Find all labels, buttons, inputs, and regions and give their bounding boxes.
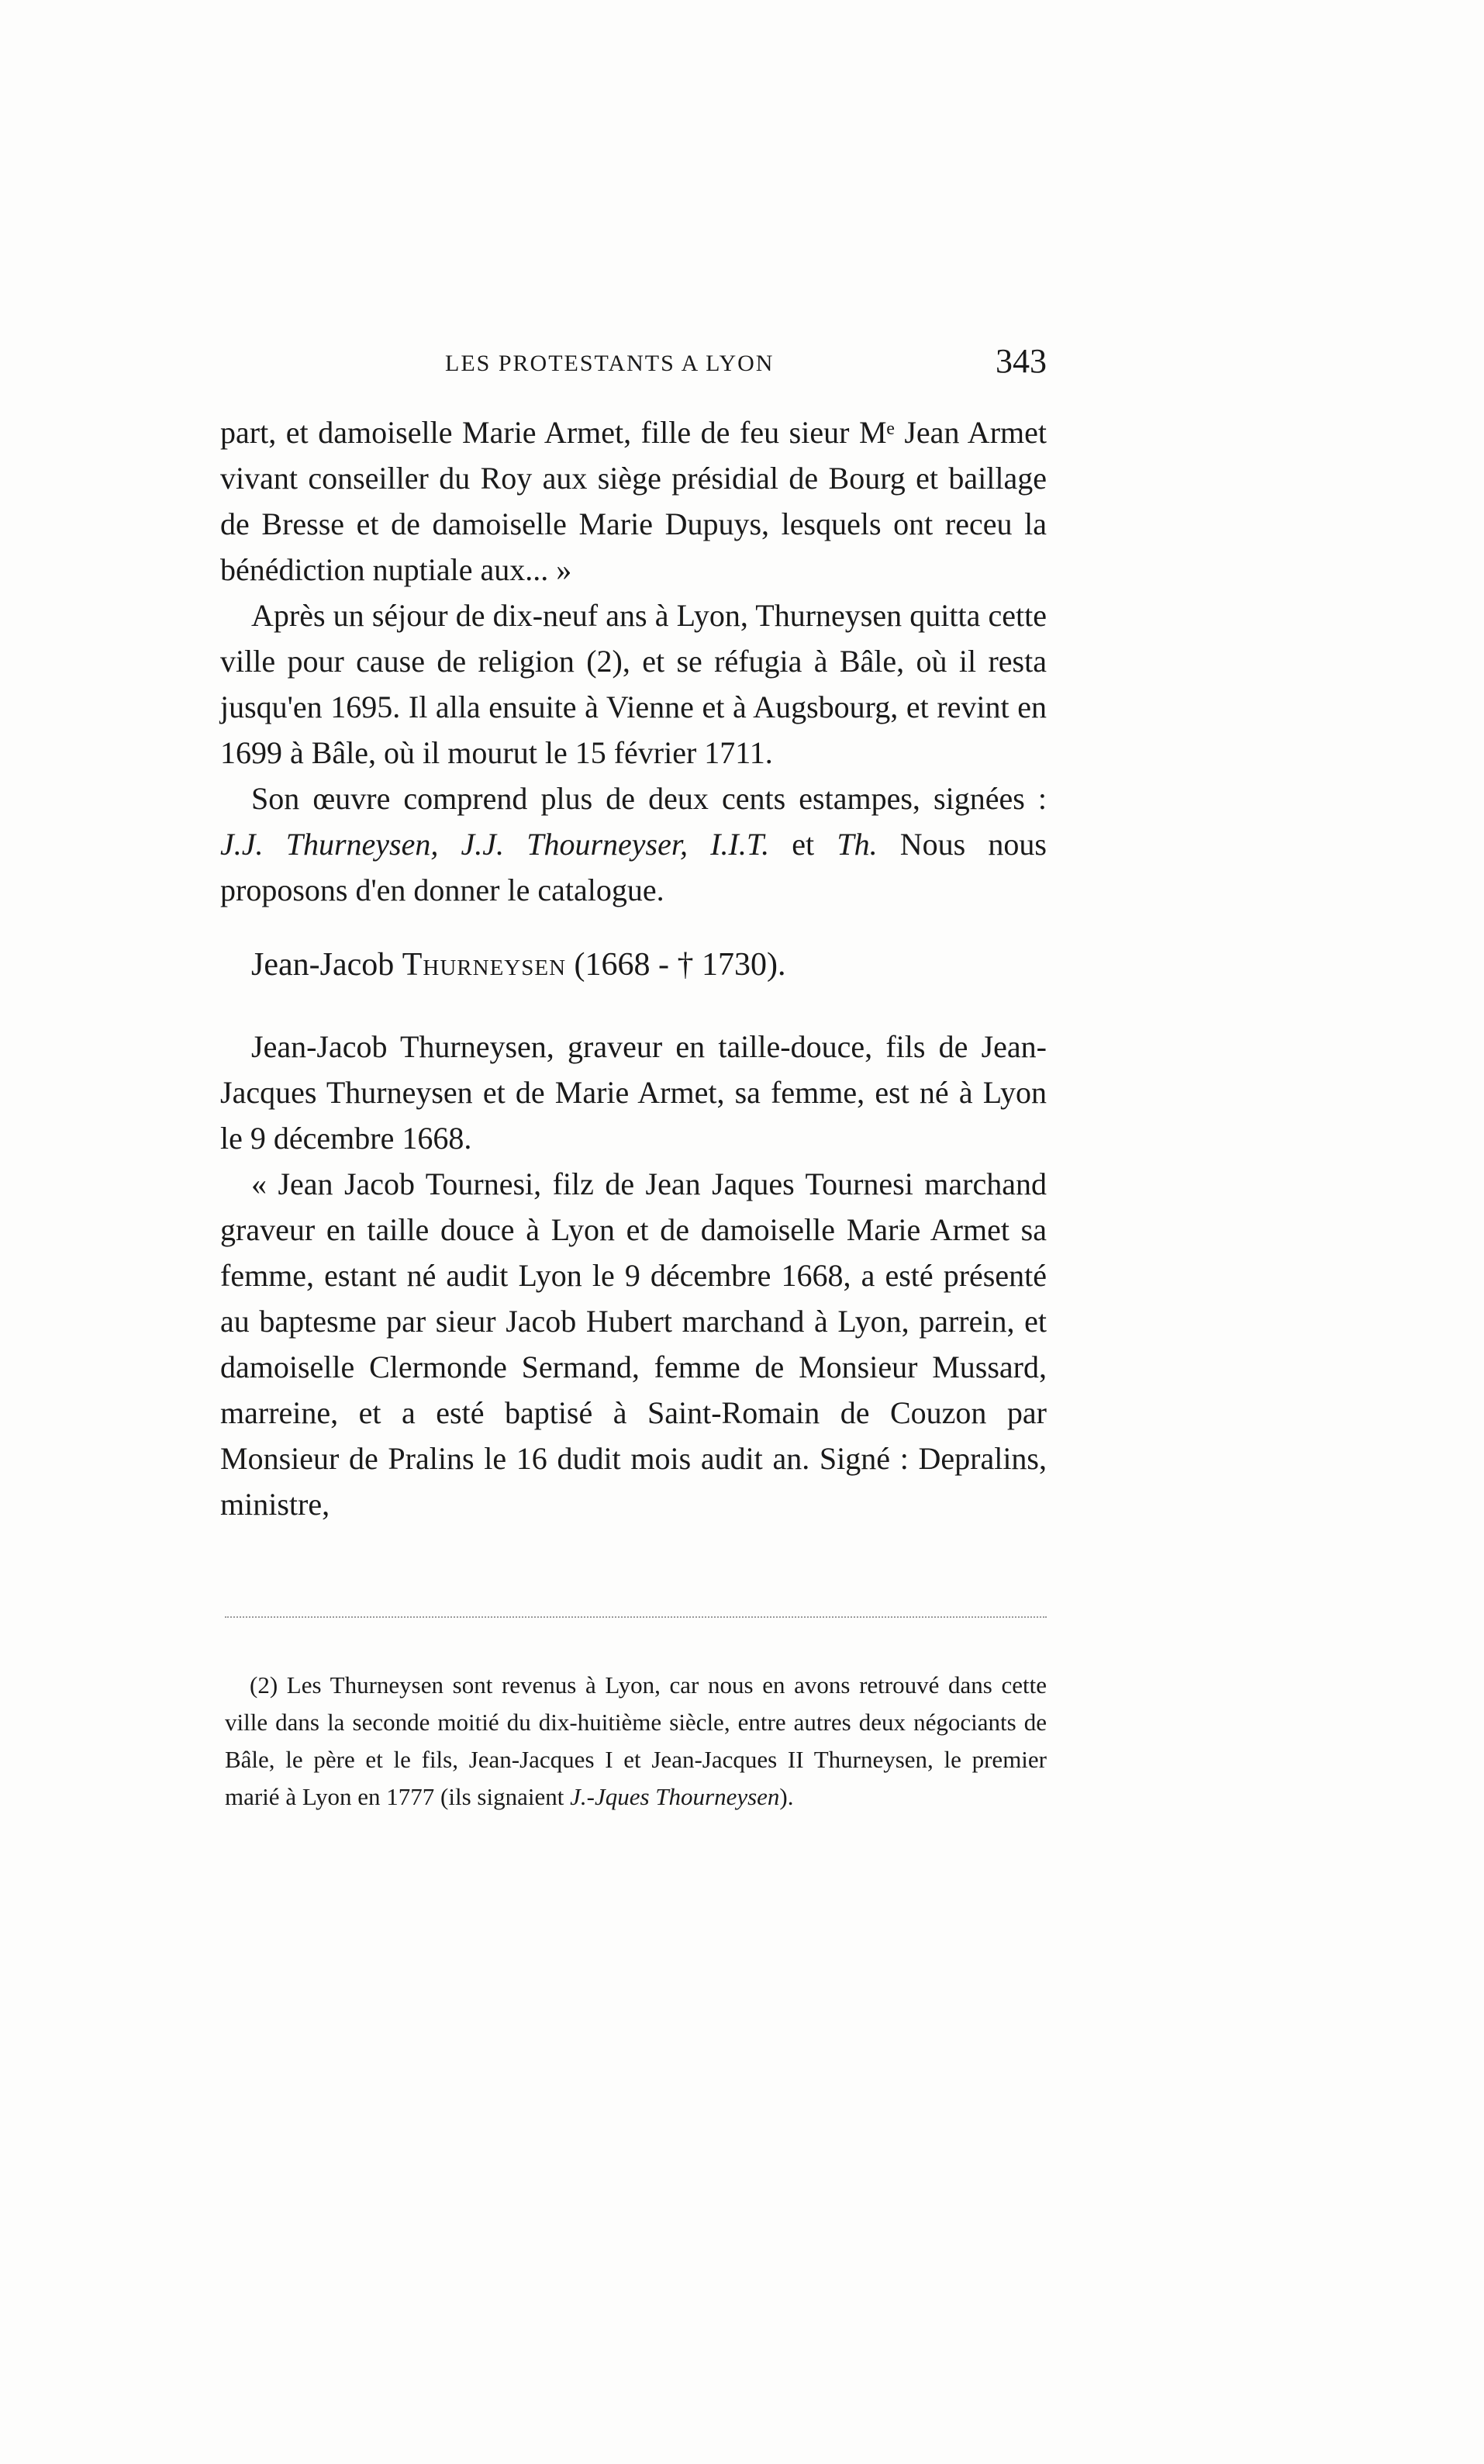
heading-dates: (1668 - † 1730).	[566, 947, 786, 983]
oeuvre-and: et	[769, 827, 837, 862]
body-text	[220, 410, 1047, 1527]
paragraph-marriage-record-end: part, et damoiselle Marie Armet, fille de feu sieur Mᵉ Jean Armet vivant conseiller du Roy aux siège présidial de Bourg et baillage de Bresse et de damoiselle Marie Dupuys, lesquels ont receu la bénédiction nuptiale aux... »	[220, 415, 1047, 587]
heading-first-name: Jean-Jacob	[251, 947, 402, 983]
page-header	[220, 341, 1047, 388]
signature-3: I.I.T.	[710, 827, 770, 862]
running-head: LES PROTESTANTS A LYON	[445, 351, 775, 376]
oeuvre-text-start: Son œuvre comprend plus de deux cents estampes, signées :	[251, 781, 1047, 816]
oeuvre-text-end: Nous nous proposons d'en donner le catalogue.	[220, 827, 1047, 907]
paragraph-biography: Après un séjour de dix-neuf ans à Lyon, Thurneysen quitta cette ville pour cause de religion (2), et se réfugia à Bâle, où il resta jusqu'en 1695. Il alla ensuite à Vienne et à Augsbourg, et revint en 1699 à Bâle, où il mourut le 15 février 1711.	[220, 598, 1047, 770]
section-heading	[220, 942, 1047, 988]
signature-2: J.J. Thourneyser,	[461, 827, 688, 862]
signature-4: Th.	[837, 827, 878, 862]
heading-last-name: Thurneysen	[402, 947, 567, 983]
footnote-text-start: (2) Les Thurneysen sont revenus à Lyon, car nous en avons retrouvé dans cette ville dans la seconde moitié du dix-huitième siècle, entre autres deux négociants de Bâle, le père et le fils, Jean-Jacques I et Jean-Jacques II Thurneysen, le premier marié à Lyon en 1777 (ils signaient	[225, 1671, 1047, 1810]
footnote	[225, 1667, 1047, 1816]
footnote-signature: J.-Jques Thourneysen	[570, 1783, 780, 1810]
paragraph-birth: Jean-Jacob Thurneysen, graveur en taille-douce, fils de Jean-Jacques Thurneysen et de Marie Armet, sa femme, est né à Lyon le 9 décembre 1668.	[220, 1029, 1047, 1156]
paragraph-oeuvre	[220, 776, 1047, 913]
footnote-text-end: ).	[779, 1783, 794, 1810]
signature-1: J.J. Thurneysen,	[220, 827, 439, 862]
footnote-divider	[225, 1616, 1047, 1618]
paragraph-baptism-record: « Jean Jacob Tournesi, filz de Jean Jaques Tournesi marchand graveur en taille douce à Lyon et de damoiselle Marie Armet sa femme, estant né audit Lyon le 9 décembre 1668, a esté présenté au baptesme par sieur Jacob Hubert marchand à Lyon, parrein, et damoiselle Clermonde Sermand, femme de Monsieur Mussard, marreine, et a esté baptisé à Saint-Romain de Couzon par Monsieur de Pralins le 16 dudit mois audit an. Signé : Depralins, ministre,	[220, 1166, 1047, 1522]
page-number: 343	[996, 342, 1047, 380]
